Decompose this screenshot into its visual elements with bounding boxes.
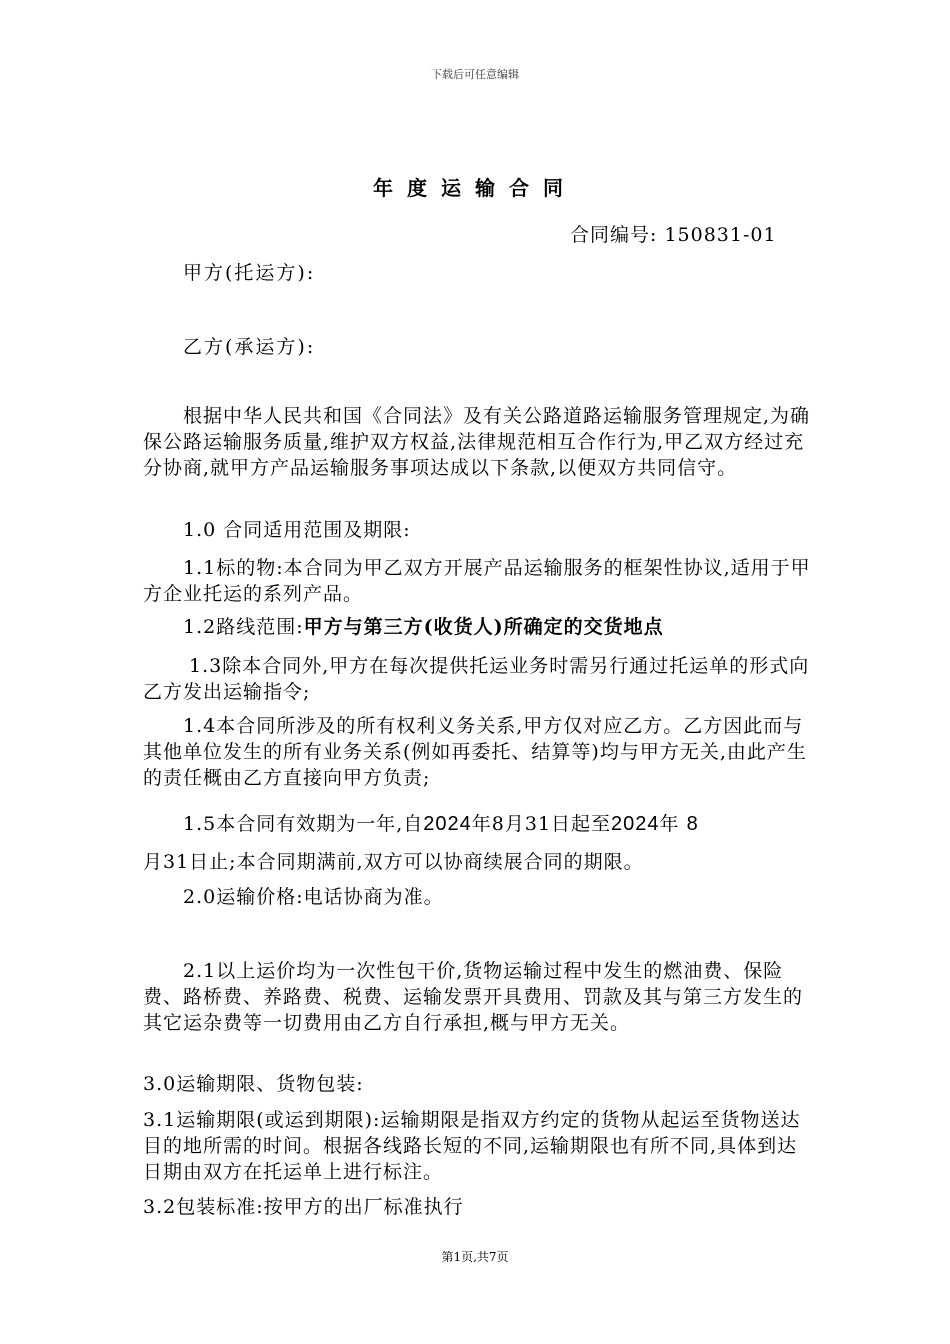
section-3-1: 3.1运输期限(或运到期限):运输期限是指双方约定的货物从起运至货物送达目的地所需的时间。根据各线路长短的不同,运输期限也有所不同,具体到达日期由双方在托运单上进行标注。 [143,1109,801,1183]
section-1-3: 1.3除本合同外,甲方在每次提供托运业务时需另行通过托运单的形式向乙方发出运输指令; [143,655,810,703]
section-3-0: 3.0运输期限、货物包装: [143,1073,364,1095]
header-note: 下载后可任意编辑 [431,68,519,81]
page-footer: 第1页,共7页 [441,1250,509,1264]
section-1-2-value: 甲方与第三方(收货人)所确定的交货地点 [303,616,664,638]
party-a-label: 甲方(托运方): [183,262,316,284]
section-1-5 [143,811,813,837]
section-1-5-month-end: 8 [686,813,699,835]
document-title: 年度运输合同 [373,176,577,200]
section-1-2-label: 1.2路线范围: [183,616,304,638]
intro-paragraph: 根据中华人民共和国《合同法》及有关公路道路运输服务管理规定,为确保公路运输服务质量,维护双方权益,法律规范相互合作行为,甲乙双方经过充分协商,就甲方产品运输服务事项达成以下条款,以便双方共同信守。 [143,405,811,479]
section-2-1: 2.1以上运价均为一次性包干价,货物运输过程中发生的燃油费、保险费、路桥费、养路费、税费、运输发票开具费用、罚款及其与第三方发生的其它运杂费等一切费用由乙方自行承担,概与甲方无关。 [143,960,804,1034]
section-1-5-text-a: 1.5本合同有效期为一年,自 [183,813,424,835]
section-1-1: 1.1标的物:本合同为甲乙双方开展产品运输服务的框架性协议,适用于甲方企业托运的系列产品。 [143,557,811,605]
contract-number: 合同编号: 150831-01 [570,224,777,246]
section-1-4: 1.4本合同所涉及的所有权利义务关系,甲方仅对应乙方。乙方因此而与其他单位发生的所有业务关系(例如再委托、结算等)均与甲方无关,由此产生的责任概由乙方直接向甲方负责; [143,715,807,789]
party-b-label: 乙方(承运方): [183,336,316,358]
section-3-2: 3.2包装标准:按甲方的出厂标准执行 [143,1196,464,1218]
section-1-5-line-2: 月31日止;本合同期满前,双方可以协商续展合同的期限。 [143,851,644,873]
section-1-2 [143,614,813,640]
section-1-0: 1.0 合同适用范围及期限: [183,519,411,541]
section-1-5-text-c: 年 [659,813,680,835]
section-1-5-year-start: 2024 [423,813,472,835]
section-2-0: 2.0运输价格:电话协商为准。 [183,886,444,908]
section-1-5-year-end: 2024 [611,813,660,835]
section-1-5-text-b: 年8月31日起至 [471,813,612,835]
